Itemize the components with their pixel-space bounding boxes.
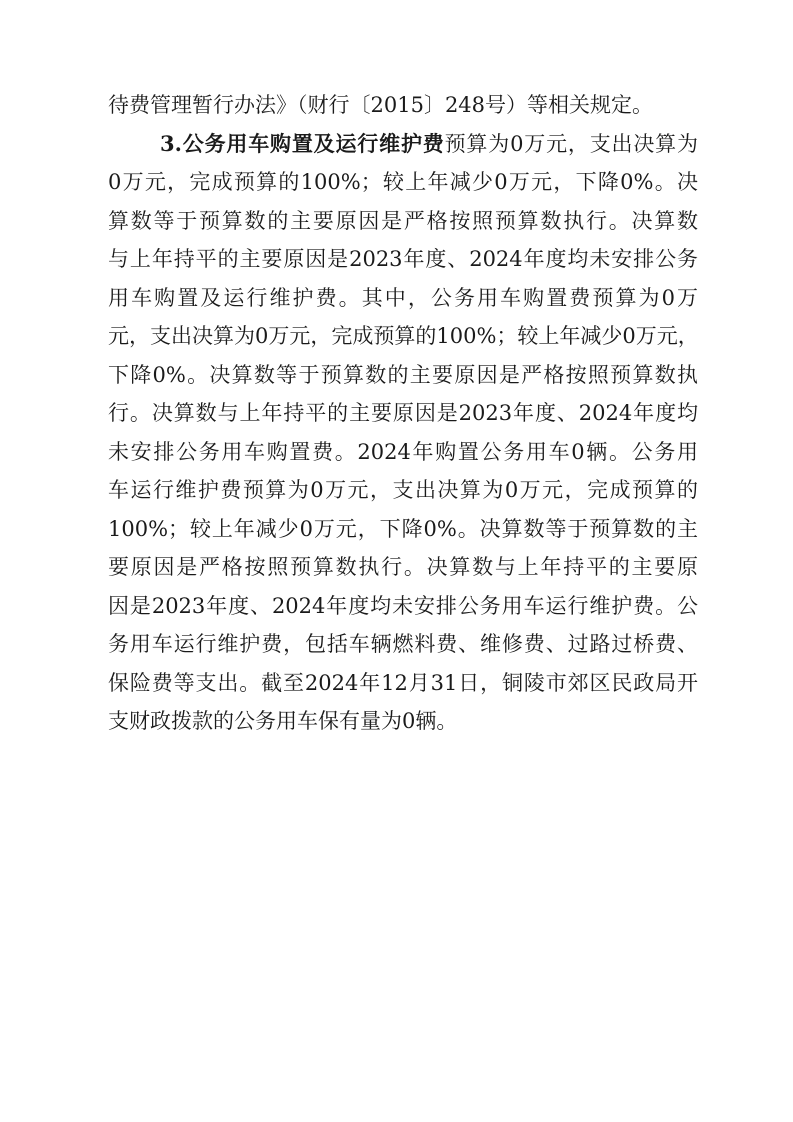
section-3-first-line-text: 预算为0万元，支出决算为 [444,131,698,156]
paragraph-line-4: 算数等于预算数的主要原因是严格按照预算数执行。决算数 [108,208,698,233]
paragraph-line-3: 0万元，完成预算的100%；较上年减少0万元，下降0%。决 [108,170,698,194]
paragraph-line-13: 要原因是严格按照预算数执行。决算数与上年持平的主要原 [108,555,698,579]
paragraph-line-10: 未安排公务用车购置费。2024年购置公务用车0辆。公务用 [108,439,698,464]
document-body [108,86,698,741]
paragraph-line-14: 因是2023年度、2024年度均未安排公务用车运行维护费。公 [108,593,698,618]
paragraph-line-15: 务用车运行维护费，包括车辆燃料费、维修费、过路过桥费、 [108,632,698,656]
paragraph-line-1: 待费管理暂行办法》（财行〔2015〕248号）等相关规定。 [108,93,654,117]
paragraph-line-16: 保险费等支出。截至2024年12月31日，铜陵市郊区民政局开 [108,670,698,695]
paragraph-line-17: 支财政拨款的公务用车保有量为0辆。 [108,709,458,733]
paragraph-line-8: 下降0%。决算数等于预算数的主要原因是严格按照预算数执 [108,362,698,387]
paragraph-line-9: 行。决算数与上年持平的主要原因是2023年度、2024年度均 [108,401,698,425]
paragraph-line-7: 元，支出决算为0万元，完成预算的100%；较上年减少0万元， [108,324,699,348]
paragraph-line-5: 与上年持平的主要原因是2023年度、2024年度均未安排公务 [108,247,698,271]
section-3-heading: 3.公务用车购置及运行维护费 [160,130,445,156]
paragraph-line-12: 100%；较上年减少0万元，下降0%。决算数等于预算数的主 [108,516,698,541]
paragraph-line-6: 用车购置及运行维护费。其中，公务用车购置费预算为0万 [108,285,698,310]
section-3-first-line [108,125,698,164]
paragraph-line-11: 车运行维护费预算为0万元，支出决算为0万元，完成预算的 [108,478,698,502]
